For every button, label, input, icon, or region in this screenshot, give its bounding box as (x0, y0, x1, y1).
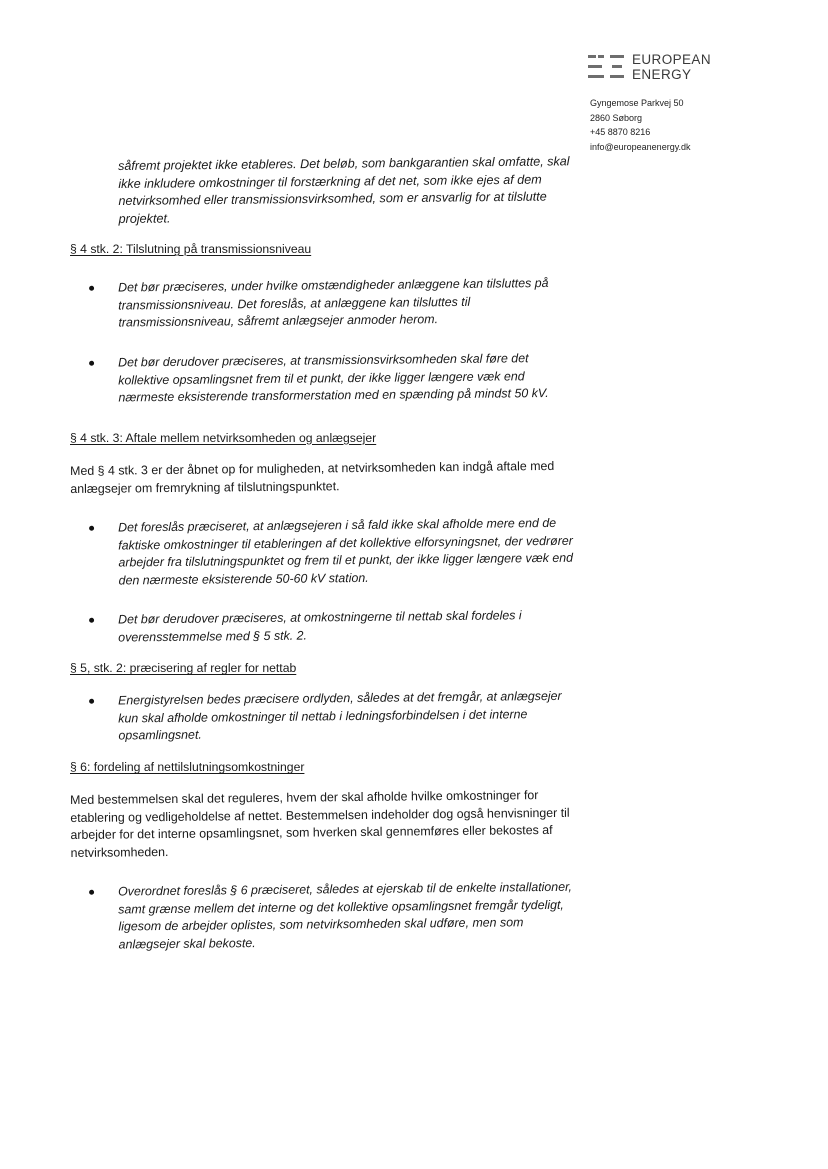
section-heading: § 6: fordeling af nettilslutningsomkostninger (70, 760, 305, 775)
bullet-item (70, 688, 581, 746)
bullet-text: Overordnet foreslås § 6 præciseret, således at ejerskab til de enkelte installationer, samt grænse mellem det interne og det kollektive opsamlingsnet fremgår tydeligt, ligesom de arbejder oplistes, som netvirksomheden skal udføre, men som anlægsejer skal bekoste. (118, 880, 573, 952)
bullet-dot-icon (89, 286, 94, 291)
address-email: info@europeanenergy.dk (590, 141, 691, 152)
logo-line-2: ENERGY (632, 67, 692, 82)
bullet-dot-icon (89, 618, 94, 623)
bullet-dot-icon (89, 699, 94, 704)
bullet-list (70, 515, 590, 648)
bullet-item (70, 514, 581, 590)
bullet-text: Det foreslås præciseret, at anlægsejeren i så fald ikke skal afholde mere end de faktiske omkostninger til etableringen af det kollektive elforsyningsnet, der vedrører arbejder fra tilslutningspunktet og frem til et punkt, der ikke ligger længere væk end den nærmeste eksisterende 50-60 kV station. (118, 515, 574, 588)
address-street: Gyngemose Parkvej 50 (590, 98, 684, 108)
bullet-text: Det bør derudover præciseres, at transmissionsvirksomheden skal føre det kollektive opsamlingsnet frem til et punkt, der ikke ligger længere væk end nærmeste eksisterende transformerstation med en spænding på mindst 50 kV. (118, 350, 549, 405)
logo-line-1: EUROPEAN (632, 52, 711, 67)
bullet-dot-icon (89, 361, 94, 366)
bullet-item (70, 275, 581, 333)
bullet-item (70, 879, 581, 955)
paragraph: Med bestemmelsen skal det reguleres, hvem der skal afholde hvilke omkostninger for etablering og vedligeholdelse af nettet. Bestemmelsen indeholder dog også henvisninger til arbejder for det interne opsamlingsnet, som hverken skal gennemføres eller bekostes af netvirksomheden. (70, 788, 570, 860)
address-phone: +45 8870 8216 (590, 127, 651, 138)
paragraph: Med § 4 stk. 3 er der åbnet op for muligheden, at netvirksomheden kan indgå aftale med anlægsejer om fremrykning af tilslutningspunktet. (70, 458, 555, 496)
bullet-dot-icon (89, 525, 94, 530)
document-body (70, 154, 590, 955)
company-logo (588, 52, 728, 84)
bullet-text: Det bør præciseres, under hvilke omstændigheder anlæggene kan tilsluttes på transmissionsniveau. Det foreslås, at anlæggene kan tilsluttes til transmissionsniveau, såfremt anlægsejer anmoder herom. (118, 275, 549, 330)
address-city: 2860 Søborg (590, 112, 643, 123)
bullet-text: Energistyrelsen bedes præcisere ordlyden, således at det fremgår, at anlægsejer kun skal afholde omkostninger til nettab i ledningsforbindelsen i det interne opsamlingsnet. (118, 689, 562, 743)
bullet-list (70, 275, 590, 408)
section-heading: § 5, stk. 2: præcisering af regler for nettab (70, 661, 297, 676)
logo-mark-icon (588, 54, 628, 80)
bullet-dot-icon (89, 890, 94, 895)
bullet-item (70, 349, 581, 407)
section-heading: § 4 stk. 3: Aftale mellem netvirksomheden og anlægsejer (70, 430, 377, 445)
logo-text (632, 52, 711, 82)
section-heading: § 4 stk. 2: Tilslutning på transmissionsniveau (70, 242, 312, 256)
intro-continuation: såfremt projektet ikke etableres. Det beløb, som bankgarantien skal omfatte, skal ikke inkludere omkostninger til forstærkning af det net, som ikke ejes af dem netvirksomhed eller transmissionsvirksomhed, som er ansvarlig for at tilslutte projektet. (118, 154, 570, 226)
bullet-list (70, 689, 590, 746)
company-address (590, 96, 691, 154)
bullet-list (70, 880, 590, 954)
bullet-item (70, 607, 580, 648)
bullet-text: Det bør derudover præciseres, at omkostningerne til nettab skal fordeles i overensstemmelse med § 5 stk. 2. (118, 608, 522, 645)
